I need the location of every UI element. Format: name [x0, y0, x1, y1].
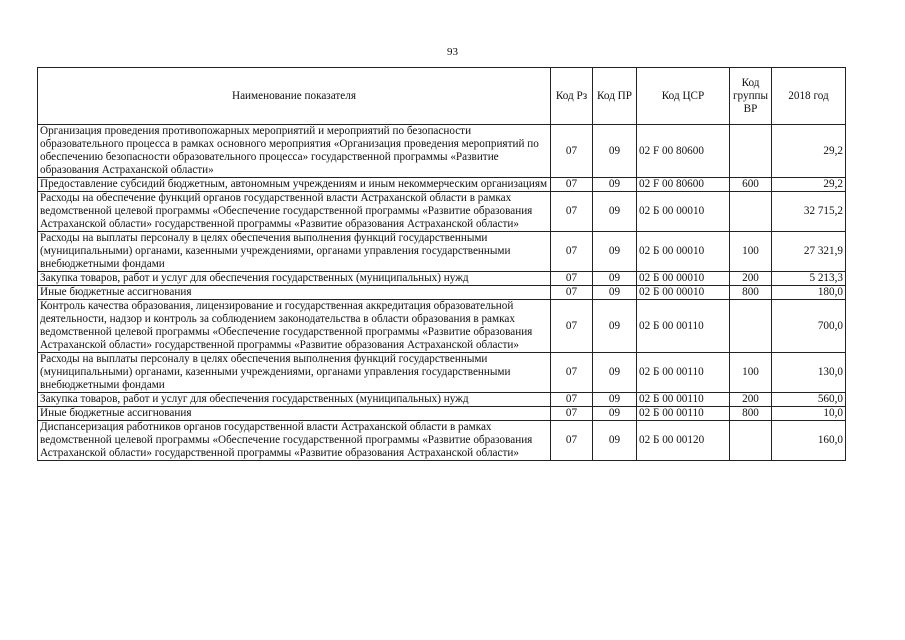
row-rz: 07 — [551, 232, 593, 272]
row-vr: 100 — [730, 353, 772, 393]
row-csr: 02 Б 00 00010 — [637, 272, 730, 286]
row-pr: 09 — [593, 232, 637, 272]
row-name: Организация проведения противопожарных мероприятий и мероприятий по безопасности образовательного процесса в рамках основного мероприятия «Организация проведения мероприятий по обеспечению безопасности образовательного процесса» государственной программы «Развитие образования Астраханской области» — [38, 125, 551, 178]
table-row — [38, 232, 846, 272]
row-rz: 07 — [551, 353, 593, 393]
row-amount: 29,2 — [772, 178, 846, 192]
row-name: Предоставление субсидий бюджетным, автономным учреждениям и иным некоммерческим организациям — [38, 178, 551, 192]
header-csr: Код ЦСР — [637, 68, 730, 125]
row-vr: 600 — [730, 178, 772, 192]
row-vr: 800 — [730, 286, 772, 300]
header-year: 2018 год — [772, 68, 846, 125]
row-amount: 10,0 — [772, 407, 846, 421]
row-amount: 29,2 — [772, 125, 846, 178]
row-pr: 09 — [593, 393, 637, 407]
row-name: Закупка товаров, работ и услуг для обеспечения государственных (муниципальных) нужд — [38, 272, 551, 286]
row-vr: 200 — [730, 393, 772, 407]
row-name: Диспансеризация работников органов государственной власти Астраханской области в рамках ведомственной целевой программы «Обеспечение государственной программы «Развитие образования Астраханской области» государственной программы «Развитие образования Астраханской области» — [38, 421, 551, 461]
budget-table — [37, 67, 846, 461]
row-vr — [730, 421, 772, 461]
row-rz: 07 — [551, 300, 593, 353]
row-vr: 200 — [730, 272, 772, 286]
row-pr: 09 — [593, 353, 637, 393]
table-row — [38, 393, 846, 407]
table-row — [38, 192, 846, 232]
row-csr: 02 Б 00 00110 — [637, 300, 730, 353]
table-row — [38, 178, 846, 192]
row-vr — [730, 300, 772, 353]
row-name: Расходы на выплаты персоналу в целях обеспечения выполнения функций государственными (муниципальными) органами, казенными учреждениями, органами управления государственными внебюджетными фондами — [38, 232, 551, 272]
row-pr: 09 — [593, 178, 637, 192]
row-amount: 27 321,9 — [772, 232, 846, 272]
row-name: Иные бюджетные ассигнования — [38, 407, 551, 421]
row-name: Контроль качества образования, лицензирование и государственная аккредитация образовательной деятельности, надзор и контроль за соблюдением законодательства в области образования в рамках ведомственной целевой программы «Обеспечение государственной программы «Развитие образования Астраханской области» государственной программы «Развитие образования Астраханской области» — [38, 300, 551, 353]
row-csr: 02 Б 00 00110 — [637, 407, 730, 421]
row-rz: 07 — [551, 286, 593, 300]
row-amount: 700,0 — [772, 300, 846, 353]
row-vr: 100 — [730, 232, 772, 272]
row-rz: 07 — [551, 178, 593, 192]
row-amount: 130,0 — [772, 353, 846, 393]
row-amount: 180,0 — [772, 286, 846, 300]
header-pr: Код ПР — [593, 68, 637, 125]
page-number: 93 — [447, 46, 458, 58]
row-amount: 560,0 — [772, 393, 846, 407]
table-row — [38, 272, 846, 286]
header-vr: Код группы ВР — [730, 68, 772, 125]
row-rz: 07 — [551, 125, 593, 178]
table-header-row — [38, 68, 846, 125]
table-row — [38, 125, 846, 178]
header-rz: Код Рз — [551, 68, 593, 125]
row-vr — [730, 192, 772, 232]
row-name: Расходы на обеспечение функций органов государственной власти Астраханской области в рамках ведомственной целевой программы «Обеспечение государственной программы «Развитие образования Астраханской области» государственной программы «Развитие образования Астраханской области» — [38, 192, 551, 232]
row-csr: 02 Б 00 00010 — [637, 192, 730, 232]
row-amount: 160,0 — [772, 421, 846, 461]
header-name: Наименование показателя — [38, 68, 551, 125]
row-rz: 07 — [551, 272, 593, 286]
row-csr: 02 Б 00 00110 — [637, 353, 730, 393]
table-row — [38, 353, 846, 393]
row-vr: 800 — [730, 407, 772, 421]
row-pr: 09 — [593, 192, 637, 232]
row-pr: 09 — [593, 421, 637, 461]
table-row — [38, 407, 846, 421]
row-rz: 07 — [551, 421, 593, 461]
row-csr: 02 F 00 80600 — [637, 125, 730, 178]
row-pr: 09 — [593, 300, 637, 353]
row-name: Иные бюджетные ассигнования — [38, 286, 551, 300]
row-pr: 09 — [593, 125, 637, 178]
row-csr: 02 F 00 80600 — [637, 178, 730, 192]
row-amount: 32 715,2 — [772, 192, 846, 232]
row-rz: 07 — [551, 407, 593, 421]
row-csr: 02 Б 00 00010 — [637, 286, 730, 300]
row-rz: 07 — [551, 393, 593, 407]
row-name: Закупка товаров, работ и услуг для обеспечения государственных (муниципальных) нужд — [38, 393, 551, 407]
row-csr: 02 Б 00 00110 — [637, 393, 730, 407]
row-rz: 07 — [551, 192, 593, 232]
table-row — [38, 421, 846, 461]
row-amount: 5 213,3 — [772, 272, 846, 286]
table-row — [38, 286, 846, 300]
row-pr: 09 — [593, 272, 637, 286]
row-pr: 09 — [593, 286, 637, 300]
row-csr: 02 Б 00 00010 — [637, 232, 730, 272]
row-pr: 09 — [593, 407, 637, 421]
row-name: Расходы на выплаты персоналу в целях обеспечения выполнения функций государственными (муниципальными) органами, казенными учреждениями, органами управления государственными внебюджетными фондами — [38, 353, 551, 393]
table-row — [38, 300, 846, 353]
row-csr: 02 Б 00 00120 — [637, 421, 730, 461]
row-vr — [730, 125, 772, 178]
